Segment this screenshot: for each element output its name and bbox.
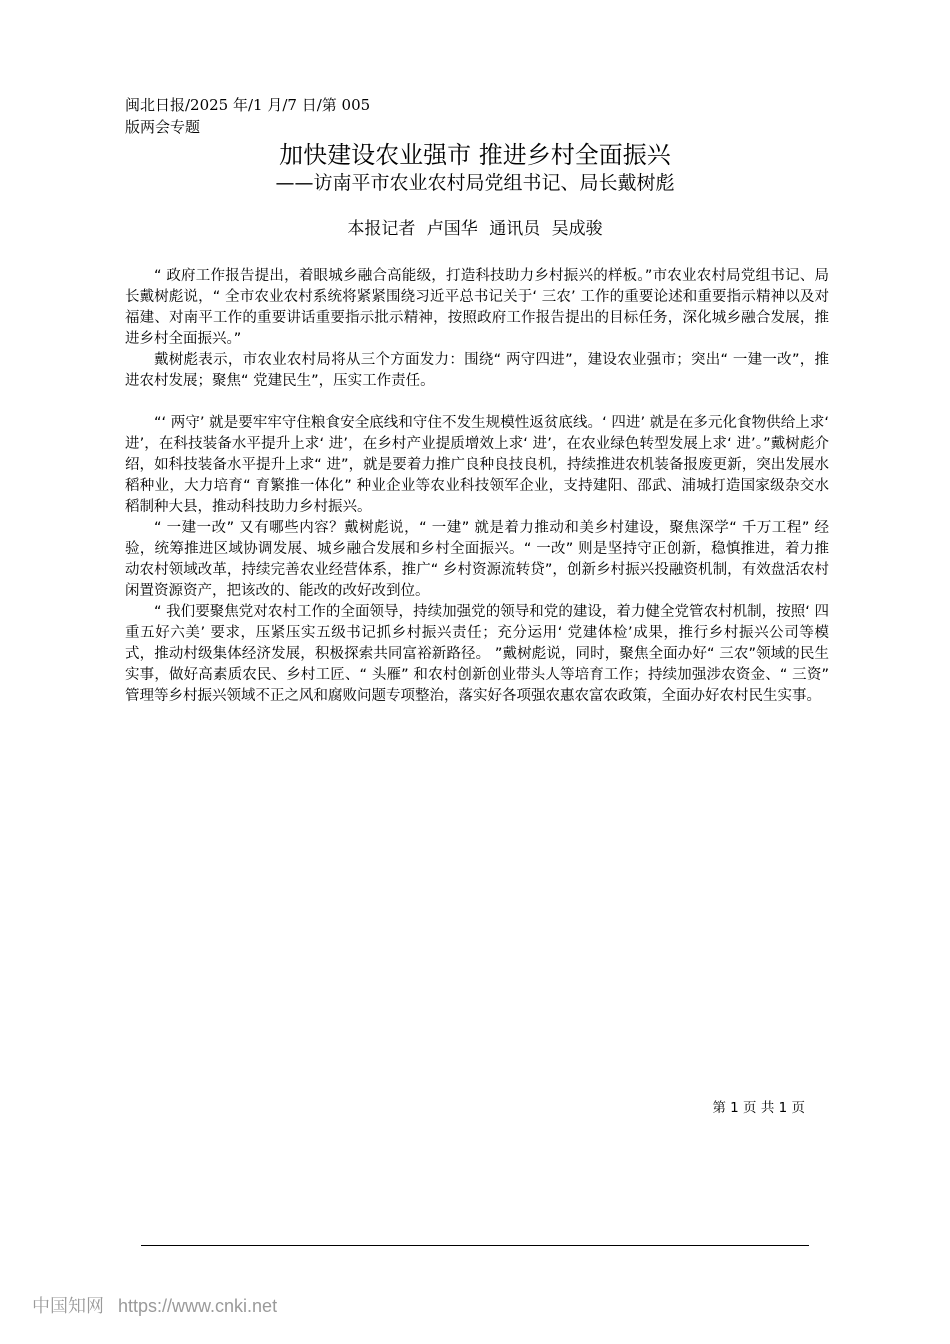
watermark-url: https://www.cnki.net (118, 1296, 278, 1316)
article-title: 加快建设农业强市 推进乡村全面振兴 (279, 141, 671, 169)
article-body (125, 266, 829, 707)
paragraph: “ 我们要聚焦党对农村工作的全面领导，持续加强党的领导和党的建设，着力健全党管农村机制，按照‘ 四重五好六美’ 要求，压紧压实五级书记抓乡村振兴责任；充分运用‘ 党建体检’成果，推行乡村振兴公司等模式，推动村级集体经济发展，积极探索共同富裕新路径。 ”戴树彪说，同时，聚焦全面办好“ 三农”领域的民生实事，做好高素质农民、乡村工匠、“ 头雁” 和农村创新创业带头人等培育工作；持续加强涉农资金、“ 三资” 管理等乡村振兴领域不正之风和腐败问题专项整治，落实好各项强农惠农富农政策，全面办好农村民生实事。 (125, 604, 829, 704)
article-subtitle: ——访南平市农业农村局党组书记、局长戴树彪 (275, 172, 675, 194)
page-number: 第 1 页 共 1 页 (712, 1100, 805, 1116)
paragraph: “ 一建一改” 又有哪些内容？戴树彪说，“ 一建” 就是着力推动和美乡村建设，聚焦深学“ 千万工程” 经验，统筹推进区域协调发展、城乡融合发展和乡村全面振兴。“ 一改” 则是坚持守正创新，稳慎推进，着力推动农村领域改革，持续完善农业经营体系，推广“ 乡村资源流转贷”，创新乡村振兴投融资机制，有效盘活农村闲置资源资产，把该改的、能改的改好改到位。 (125, 520, 829, 599)
source-line: 闽北日报/2025 年/1 月/7 日/第 005 版两会专题 (125, 96, 371, 136)
article-byline: 本报记者 卢国华 通讯员 吴成骏 (347, 219, 603, 239)
paragraph: “‘ 两守’ 就是要牢牢守住粮食安全底线和守住不发生规模性返贫底线。‘ 四进’ 就是在多元化食物供给上求‘ 进’，在科技装备水平提升上求‘ 进’，在乡村产业提质增效上求‘ 进’，在农业绿色转型发展上求‘ 进’。”戴树彪介绍，如科技装备水平提升上求“ 进”，就是要着力推广良种良技良机，持续推进农机装备报废更新，突出发展水稻种业，大力培育“ 育繁推一体化” 种业企业等农业科技领军企业，支持建阳、邵武、浦城打造国家级杂交水稻制种大县，推动科技助力乡村振兴。 (125, 415, 829, 515)
paragraph: 戴树彪表示，市农业农村局将从三个方面发力：围绕“ 两守四进”，建设农业强市；突出“ 一建一改”，推进农村发展；聚焦“ 党建民生”，压实工作责任。 (125, 352, 829, 389)
watermark-name: 中国知网 (32, 1296, 104, 1316)
paragraph: “ 政府工作报告提出，着眼城乡融合高能级，打造科技助力乡村振兴的样板。”市农业农村局党组书记、局长戴树彪说，“ 全市农业农村系统将紧紧围绕习近平总书记关于‘ 三农’ 工作的重要论述和重要指示精神以及对福建、对南平工作的重要讲话重要指示批示精神，按照政府工作报告提出的目标任务，深化城乡融合发展，推进乡村全面振兴。” (125, 268, 829, 347)
footer-divider (141, 1245, 809, 1246)
cnki-watermark (32, 1294, 277, 1318)
